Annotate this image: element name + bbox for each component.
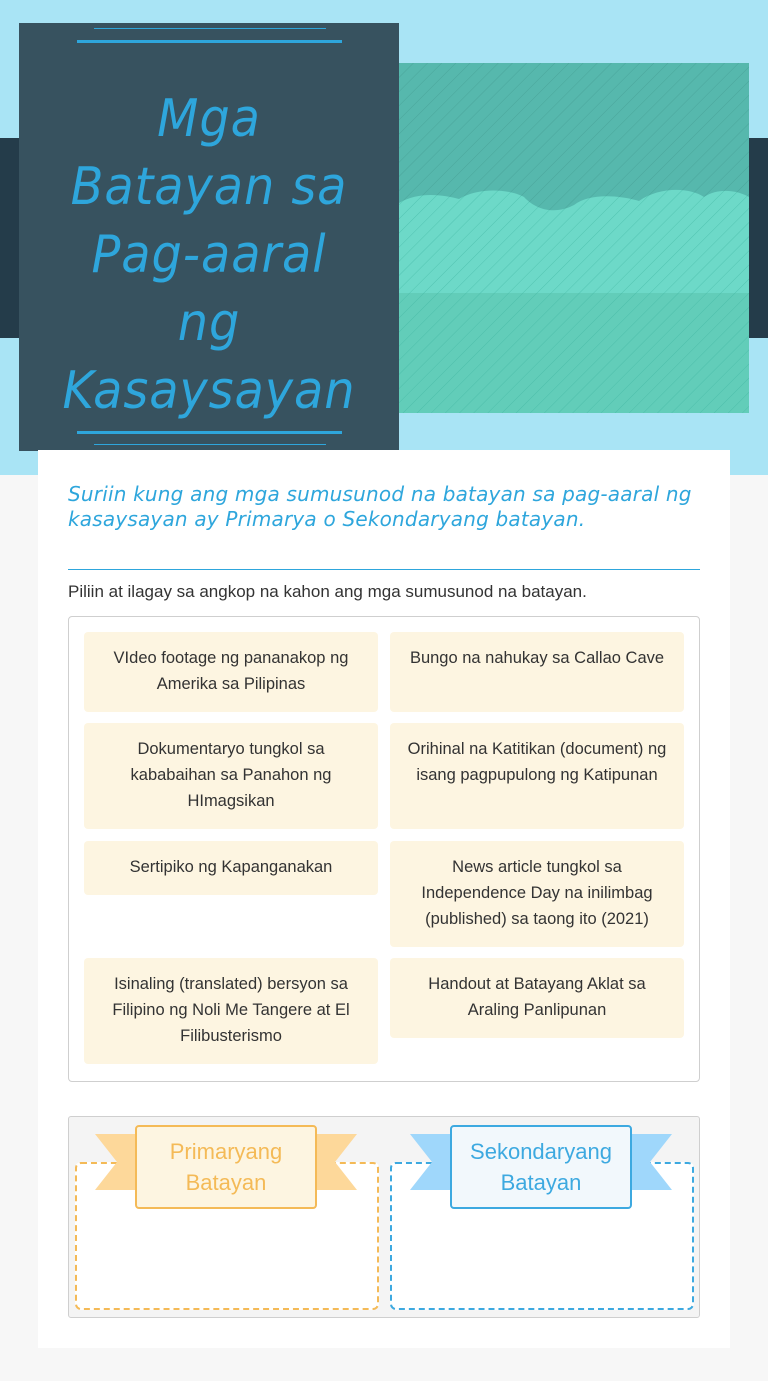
drag-item-3[interactable]: Dokumentaryo tungkol sa kababaihan sa Panahon ng HImagsikan	[84, 723, 378, 829]
drag-item-8[interactable]: Handout at Batayang Aklat sa Araling Panlipunan	[390, 958, 684, 1038]
drag-item-4[interactable]: Orihinal na Katitikan (document) ng isang pagpupulong ng Katipunan	[390, 723, 684, 829]
primary-category-label: Primaryang Batayan	[135, 1125, 317, 1209]
hero-illustration	[399, 63, 749, 413]
drag-item-5[interactable]: Sertipiko ng Kapanganakan	[84, 841, 378, 895]
drag-item-1[interactable]: VIdeo footage ng pananakop ng Amerika sa Pilipinas	[84, 632, 378, 712]
title-rule-top-thin	[94, 28, 326, 29]
drag-item-2[interactable]: Bungo na nahukay sa Callao Cave	[390, 632, 684, 712]
page-title	[34, 85, 384, 425]
instruction-subtitle: Piliin at ilagay sa angkop na kahon ang mga sumusunod na batayan.	[68, 582, 587, 601]
title-rule-bottom-thin	[94, 444, 326, 445]
instruction-divider	[68, 569, 700, 570]
title-line-4: ng	[177, 293, 241, 353]
drag-item-6[interactable]: News article tungkol sa Independence Day na inilimbag (published) sa taong ito (2021)	[390, 841, 684, 947]
title-rule-bottom	[77, 431, 342, 434]
drag-item-7[interactable]: Isinaling (translated) bersyon sa Filipino ng Noli Me Tangere at El Filibusterismo	[84, 958, 378, 1064]
title-line-2: Batayan sa	[70, 157, 348, 217]
secondary-category-label: Sekondaryang Batayan	[450, 1125, 632, 1209]
title-line-1: Mga	[157, 89, 261, 149]
instruction-title: Suriin kung ang mga sumusunod na batayan sa pag-aaral ng kasaysayan ay Primarya o Sekondaryang batayan.	[68, 482, 692, 531]
title-rule-top	[77, 40, 342, 43]
title-line-5: Kasaysayan	[62, 361, 356, 421]
title-line-3: Pag-aaral	[91, 225, 327, 285]
title-box	[19, 23, 399, 451]
